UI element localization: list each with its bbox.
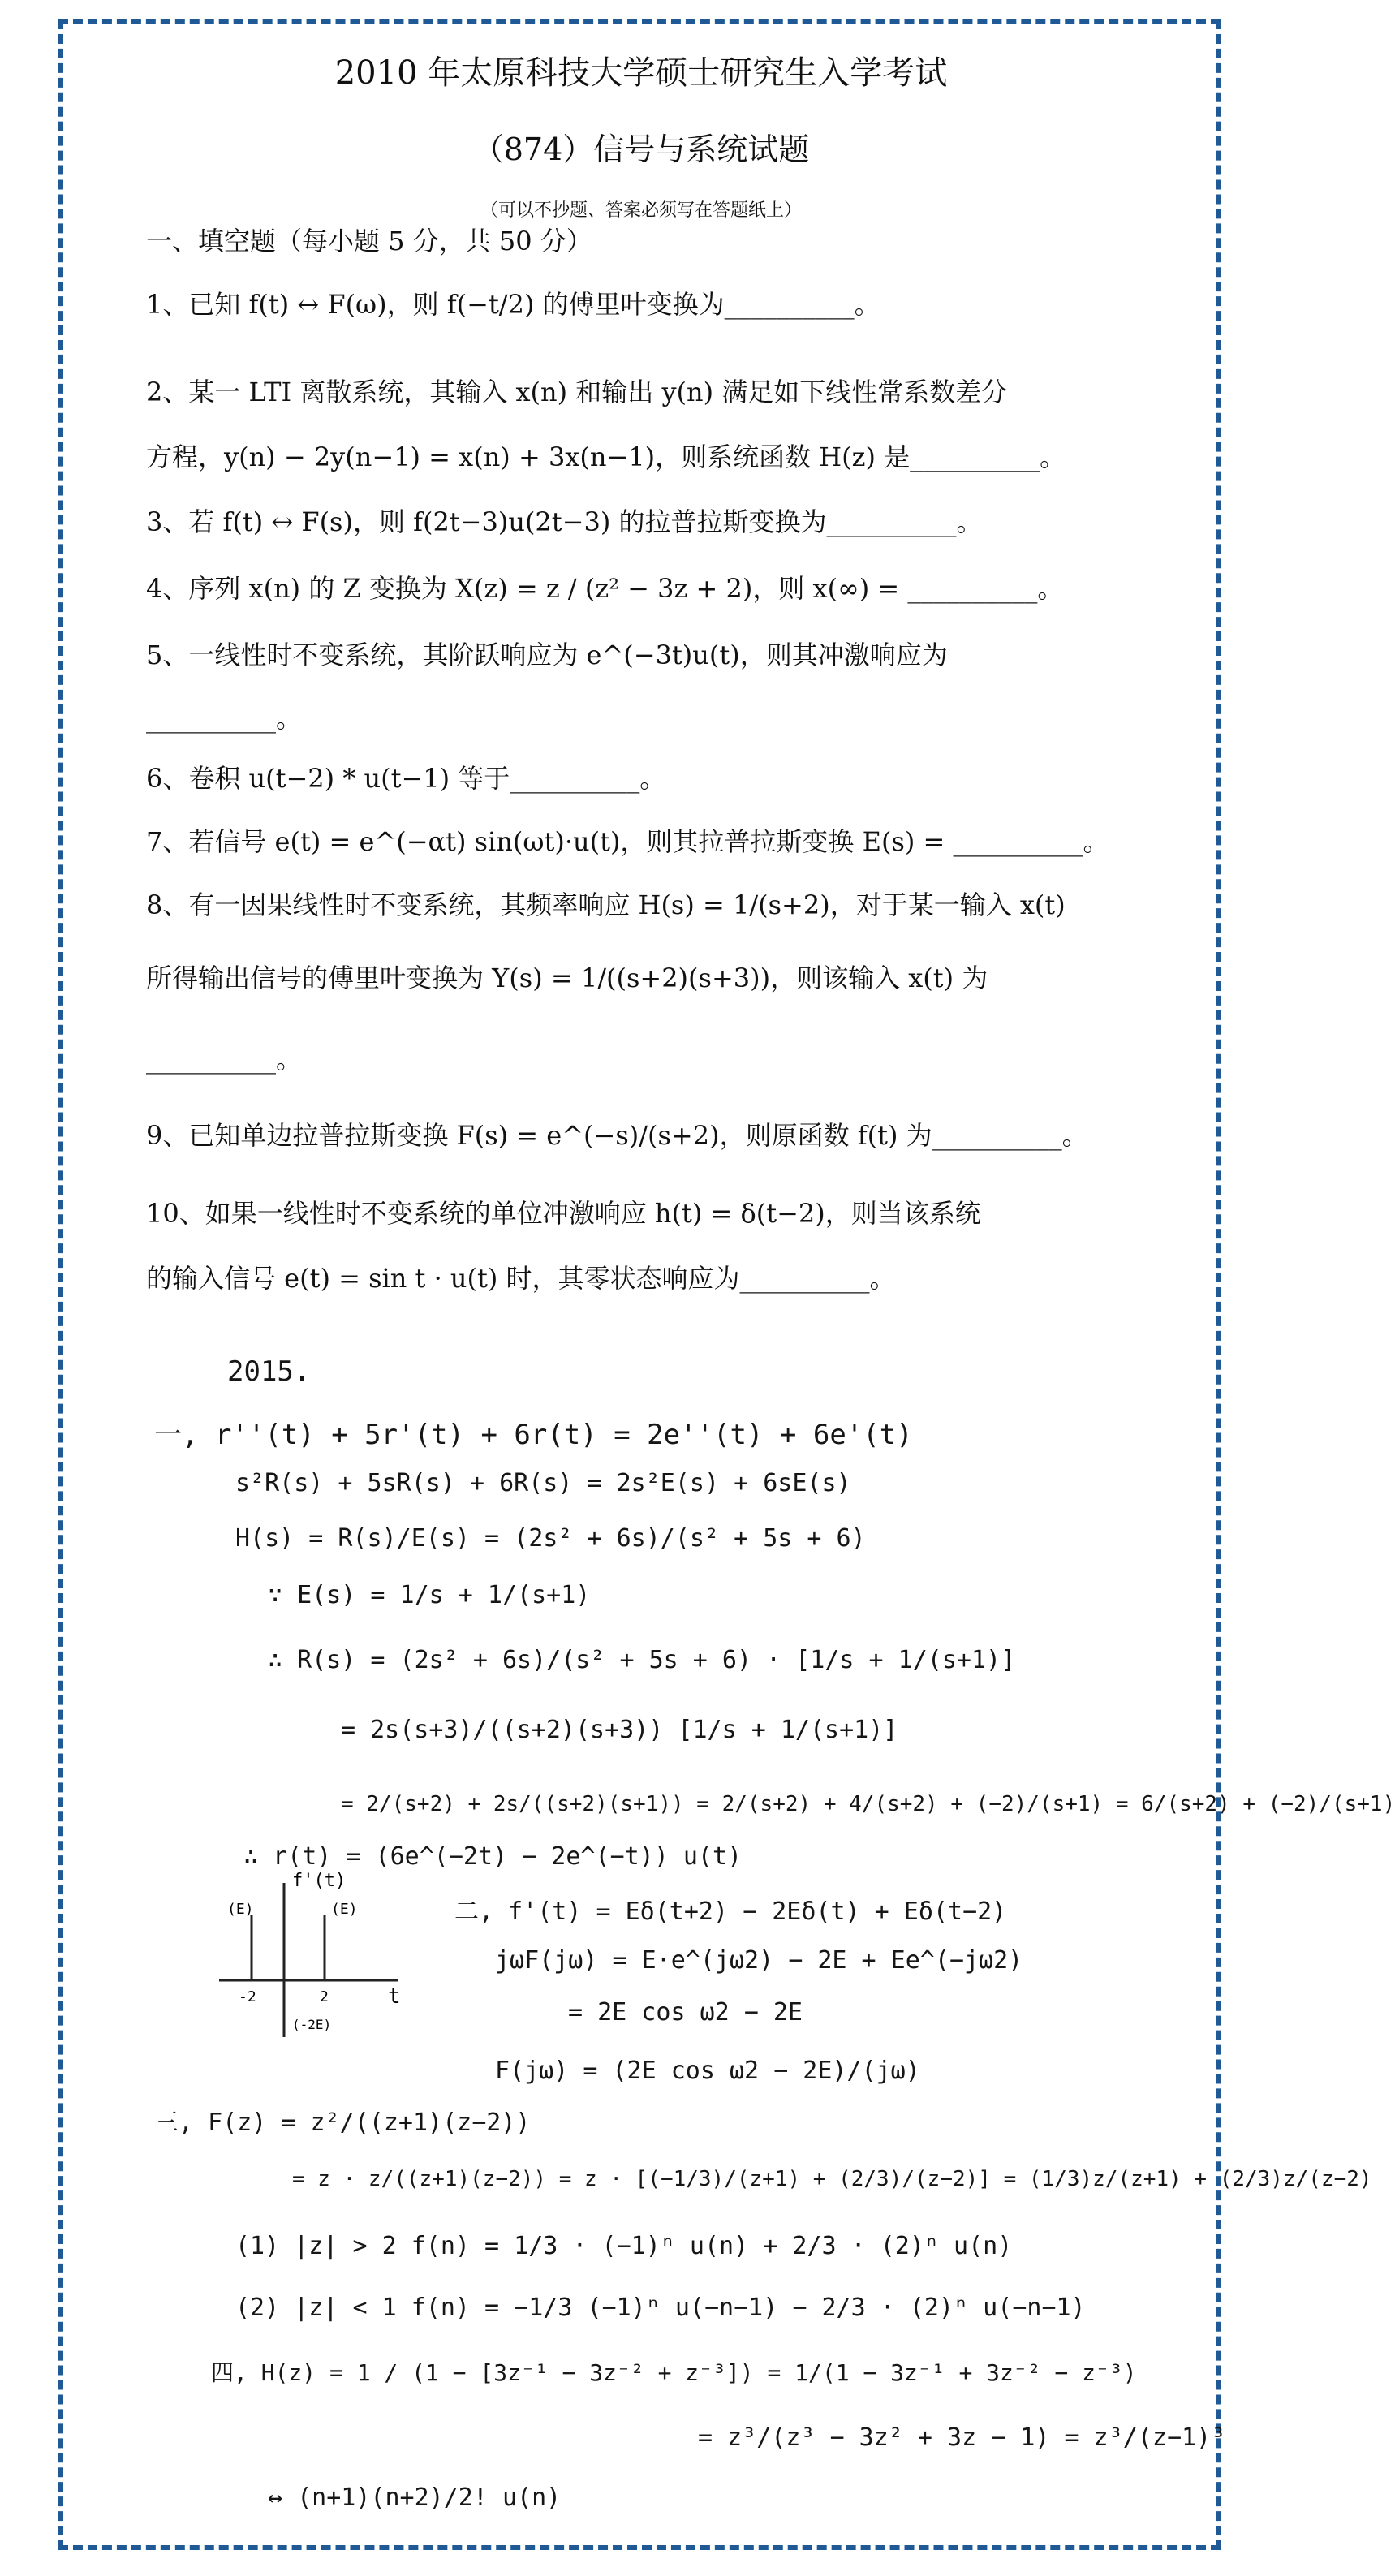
hand-line-7: = 2/(s+2) + 2s/((s+2)(s+1)) = 2/(s+2) + 4/(s+2) + (−2)/(s+1) = 6/(s+2) + (−2)/(s+1) bbox=[341, 1792, 1395, 1816]
question-5b: __________。 bbox=[146, 703, 303, 734]
hand-line-5: ∴ R(s) = (2s² + 6s)/(s² + 5s + 6) · [1/s + 1/(s+1)] bbox=[268, 1646, 1016, 1674]
sketch-mark-1: (E) bbox=[227, 1901, 254, 1918]
hand-line-2: s²R(s) + 5sR(s) + 6R(s) = 2s²E(s) + 6sE(s) bbox=[235, 1469, 851, 1497]
hand-line-9: 二, f'(t) = Eδ(t+2) − 2Eδ(t) + Eδ(t−2) bbox=[454, 1898, 1007, 1926]
hand-line-6: = 2s(s+3)/((s+2)(s+3)) [1/s + 1/(s+1)] bbox=[341, 1716, 898, 1744]
exam-subtitle: （874）信号与系统试题 bbox=[472, 131, 810, 167]
hand-line-17: 四, H(z) = 1 / (1 − [3z⁻¹ − 3z⁻² + z⁻³]) = 1/(1 − 3z⁻¹ + 3z⁻² − z⁻³) bbox=[211, 2359, 1137, 2386]
section-title: 一、填空题（每小题 5 分，共 50 分） bbox=[146, 226, 592, 256]
hand-line-3: H(s) = R(s)/E(s) = (2s² + 6s)/(s² + 5s + 6) bbox=[235, 1524, 866, 1553]
question-10a: 10、如果一线性时不变系统的单位冲激响应 h(t) = δ(t−2)，则当该系统 bbox=[146, 1198, 981, 1229]
question-4: 4、序列 x(n) 的 Z 变换为 X(z) = z / (z² − 3z + 2)，则 x(∞) = __________。 bbox=[146, 573, 1064, 604]
hand-line-16: (2) |z| < 1 f(n) = −1/3 (−1)ⁿ u(−n−1) − 2/3 · (2)ⁿ u(−n−1) bbox=[235, 2294, 1086, 2322]
hand-line-18: = z³/(z³ − 3z² + 3z − 1) = z³/(z−1)³ bbox=[698, 2423, 1226, 2452]
hand-line-year: 2015. bbox=[227, 1355, 311, 1388]
hand-line-1: 一, r''(t) + 5r'(t) + 6r(t) = 2e''(t) + 6e'(t) bbox=[154, 1419, 913, 1451]
sketch-ylabel: f'(t) bbox=[292, 1871, 347, 1891]
question-8c: __________。 bbox=[146, 1044, 303, 1075]
hand-line-19: ↔ (n+1)(n+2)/2! u(n) bbox=[268, 2483, 562, 2512]
hand-line-15: (1) |z| > 2 f(n) = 1/3 · (−1)ⁿ u(n) + 2/3 · (2)ⁿ u(n) bbox=[235, 2232, 1013, 2260]
hand-line-13: 三, F(z) = z²/((z+1)(z−2)) bbox=[154, 2109, 531, 2137]
question-2a: 2、某一 LTI 离散系统，其输入 x(n) 和输出 y(n) 满足如下线性常系数差分 bbox=[146, 377, 1008, 407]
sketch-xlabel: t bbox=[388, 1984, 401, 2009]
question-8b: 所得输出信号的傅里叶变换为 Y(s) = 1/((s+2)(s+3))，则该输入 x(t) 为 bbox=[146, 963, 988, 993]
hand-line-4: ∵ E(s) = 1/s + 1/(s+1) bbox=[268, 1581, 591, 1609]
hand-line-14: = z · z/((z+1)(z−2)) = z · [(−1/3)/(z+1) + (2/3)/(z−2)] = (1/3)z/(z+1) + (2/3)z/(z−2) bbox=[292, 2167, 1372, 2191]
question-9: 9、已知单边拉普拉斯变换 F(s) = e^(−s)/(s+2)，则原函数 f(t) 为__________。 bbox=[146, 1120, 1088, 1151]
question-2b: 方程，y(n) − 2y(n−1) = x(n) + 3x(n−1)，则系统函数 H(z) 是__________。 bbox=[146, 442, 1066, 472]
question-5a: 5、一线性时不变系统，其阶跃响应为 e^(−3t)u(t)，则其冲激响应为 bbox=[146, 640, 948, 670]
question-6: 6、卷积 u(t−2) * u(t−1) 等于__________。 bbox=[146, 763, 666, 794]
sketch-mark-3: (-2E) bbox=[292, 2017, 332, 2032]
hand-line-8: ∴ r(t) = (6e^(−2t) − 2e^(−t)) u(t) bbox=[243, 1842, 743, 1871]
sketch-mark-5: 2 bbox=[320, 1988, 329, 2005]
question-8a: 8、有一因果线性时不变系统，其频率响应 H(s) = 1/(s+2)，对于某一输入 x(t) bbox=[146, 890, 1066, 920]
hand-line-12: F(jω) = (2E cos ω2 − 2E)/(jω) bbox=[495, 2057, 920, 2085]
exam-paper bbox=[89, 32, 1193, 222]
question-7: 7、若信号 e(t) = e^(−αt) sin(ωt)·u(t)，则其拉普拉斯变换 E(s) = __________。 bbox=[146, 826, 1109, 857]
exam-note: （可以不抄题、答案必须写在答题纸上） bbox=[480, 200, 802, 221]
hand-line-11: = 2E cos ω2 − 2E bbox=[568, 1998, 803, 2027]
hand-line-10: jωF(jω) = E·e^(jω2) − 2E + Ee^(−jω2) bbox=[495, 1946, 1023, 1975]
impulse-sketch bbox=[203, 1867, 414, 2053]
sketch-mark-4: -2 bbox=[239, 1988, 256, 2005]
sketch-mark-2: (E) bbox=[331, 1901, 358, 1918]
exam-title: 2010 年太原科技大学硕士研究生入学考试 bbox=[334, 54, 948, 92]
question-10b: 的输入信号 e(t) = sin t · u(t) 时，其零状态响应为__________。 bbox=[146, 1263, 896, 1294]
question-3: 3、若 f(t) ↔ F(s)，则 f(2t−3)u(2t−3) 的拉普拉斯变换为__________。 bbox=[146, 506, 983, 537]
question-1: 1、已知 f(t) ↔ F(ω)，则 f(−t/2) 的傅里叶变换为__________。 bbox=[146, 289, 880, 320]
